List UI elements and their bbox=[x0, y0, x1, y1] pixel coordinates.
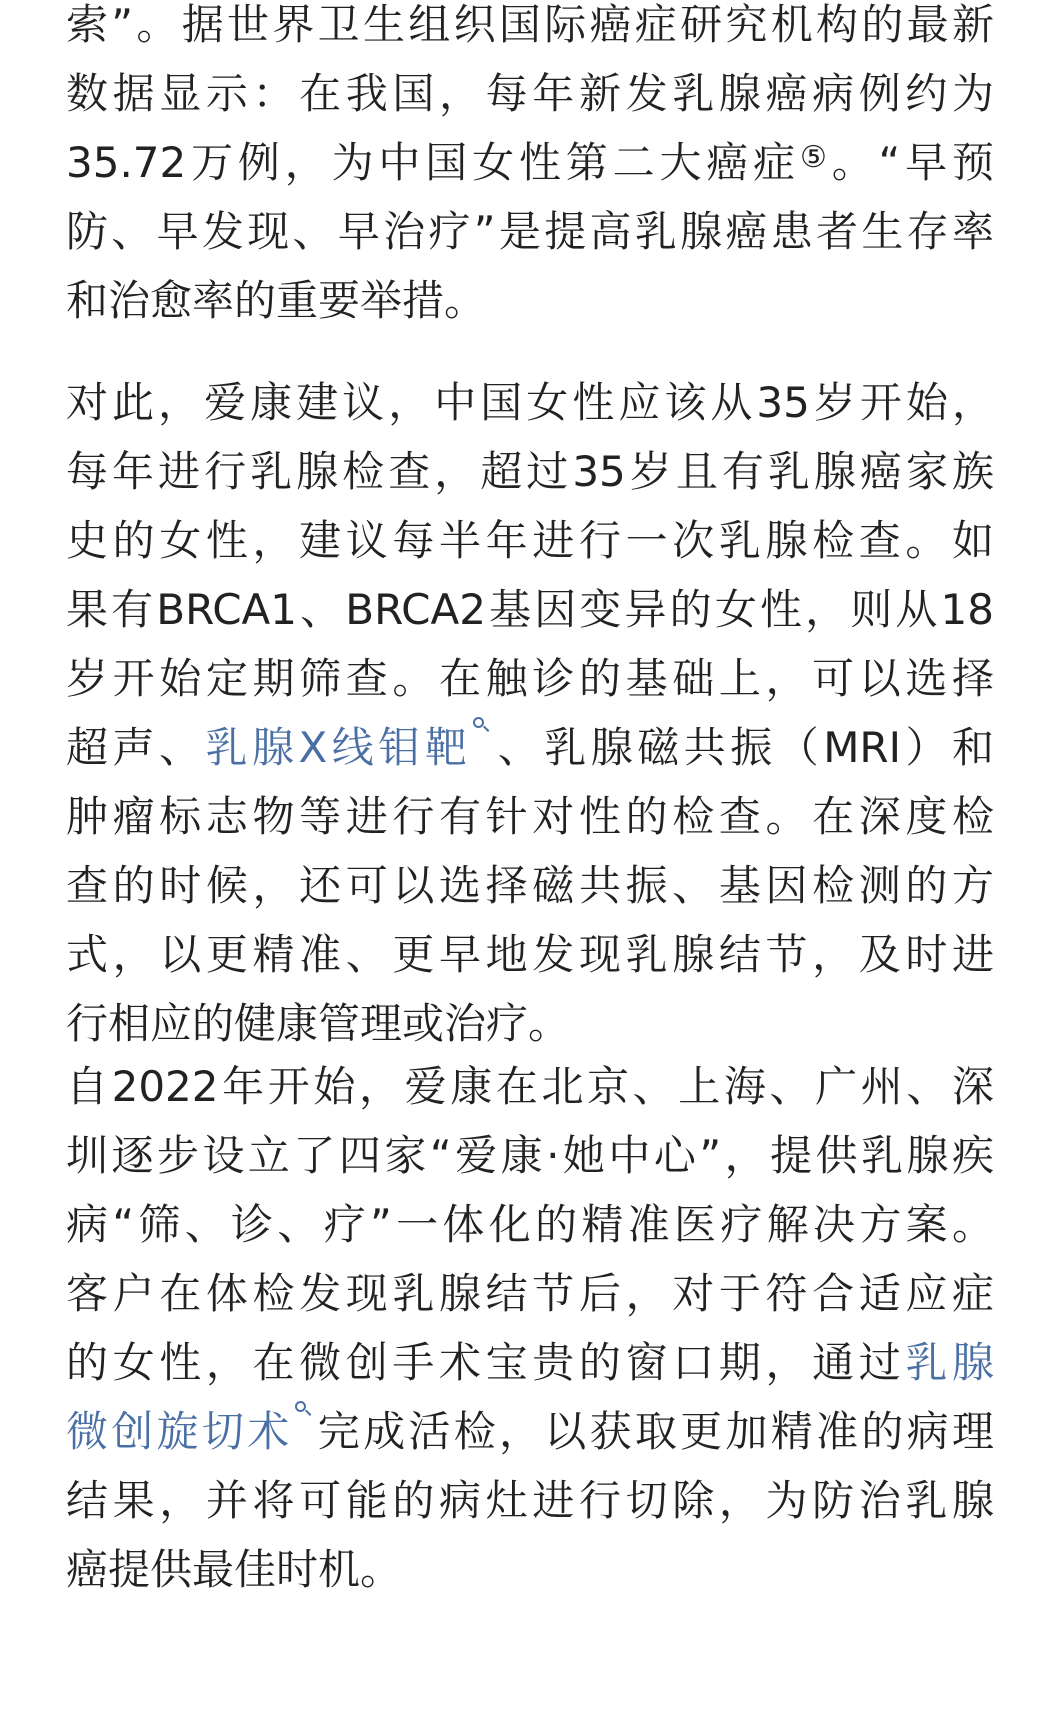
text-line: 式，以更精准、更早地发现乳腺结节，及时进 bbox=[66, 930, 994, 979]
link-excision-label[interactable]: 微创旋切术 bbox=[66, 1407, 293, 1456]
paragraph-statistics bbox=[66, 0, 994, 335]
text-line: 客户在体检发现乳腺结节后，对于符合适应症 bbox=[66, 1269, 994, 1318]
text-line: 索”。据世界卫生组织国际癌症研究机构的最新 bbox=[66, 0, 994, 49]
text-line: 果有BRCA1、BRCA2基因变异的女性，则从18 bbox=[66, 585, 994, 634]
text-line: 肿瘤标志物等进行有针对性的检查。在深度检 bbox=[66, 792, 994, 841]
text-line: 癌提供最佳时机。 bbox=[66, 1545, 403, 1594]
text-line-content: 的女性，在微创手术宝贵的窗口期，通过 bbox=[66, 1338, 906, 1387]
text-line: 和治愈率的重要举措。 bbox=[66, 276, 487, 325]
text-line: 行相应的健康管理或治疗。 bbox=[66, 999, 571, 1048]
text-line-content: 。“早预 bbox=[831, 138, 994, 187]
search-icon[interactable] bbox=[471, 715, 493, 743]
text-line: 对此，爱康建议，中国女性应该从35岁开始， bbox=[66, 378, 994, 427]
footnote-ref[interactable]: ⑤ bbox=[799, 140, 832, 175]
text-line: 岁开始定期筛查。在触诊的基础上，可以选择 bbox=[66, 654, 994, 703]
text-line-content: 、乳腺磁共振（MRI）和 bbox=[493, 723, 994, 772]
text-line bbox=[66, 128, 994, 197]
text-line: 数据显示：在我国，每年新发乳腺癌病例约为 bbox=[66, 69, 994, 118]
text-line bbox=[66, 1328, 994, 1397]
link-minimally-invasive-excision-cont[interactable] bbox=[66, 1407, 315, 1456]
text-line: 病“筛、诊、疗”一体化的精准医疗解决方案。 bbox=[66, 1200, 994, 1249]
text-line-content: 35.72万例，为中国女性第二大癌症 bbox=[66, 138, 800, 187]
paragraph-her-center bbox=[66, 1052, 994, 1604]
text-line: 每年进行乳腺检查，超过35岁且有乳腺癌家族 bbox=[66, 447, 994, 496]
search-icon[interactable] bbox=[293, 1399, 315, 1427]
text-line: 防、早发现、早治疗”是提高乳腺癌患者生存率 bbox=[66, 207, 994, 256]
text-line: 史的女性，建议每半年进行一次乳腺检查。如 bbox=[66, 516, 994, 565]
text-line: 结果，并将可能的病灶进行切除，为防治乳腺 bbox=[66, 1476, 994, 1525]
text-line-content: 超声、 bbox=[66, 723, 206, 772]
text-line bbox=[66, 713, 994, 782]
text-line: 查的时候，还可以选择磁共振、基因检测的方 bbox=[66, 861, 994, 910]
text-line-content: 完成活检，以获取更加精准的病理 bbox=[314, 1407, 994, 1456]
paragraph-recommendation bbox=[66, 368, 994, 1058]
text-line: 圳逐步设立了四家“爱康·她中心”，提供乳腺疾 bbox=[66, 1131, 994, 1180]
text-line bbox=[66, 1397, 994, 1466]
link-minimally-invasive-excision[interactable]: 乳腺 bbox=[905, 1338, 994, 1387]
text-line: 自2022年开始，爱康在北京、上海、广州、深 bbox=[66, 1062, 994, 1111]
link-mammography-label[interactable]: 乳腺X线钼靶 bbox=[205, 723, 472, 772]
link-mammography[interactable] bbox=[205, 723, 493, 772]
